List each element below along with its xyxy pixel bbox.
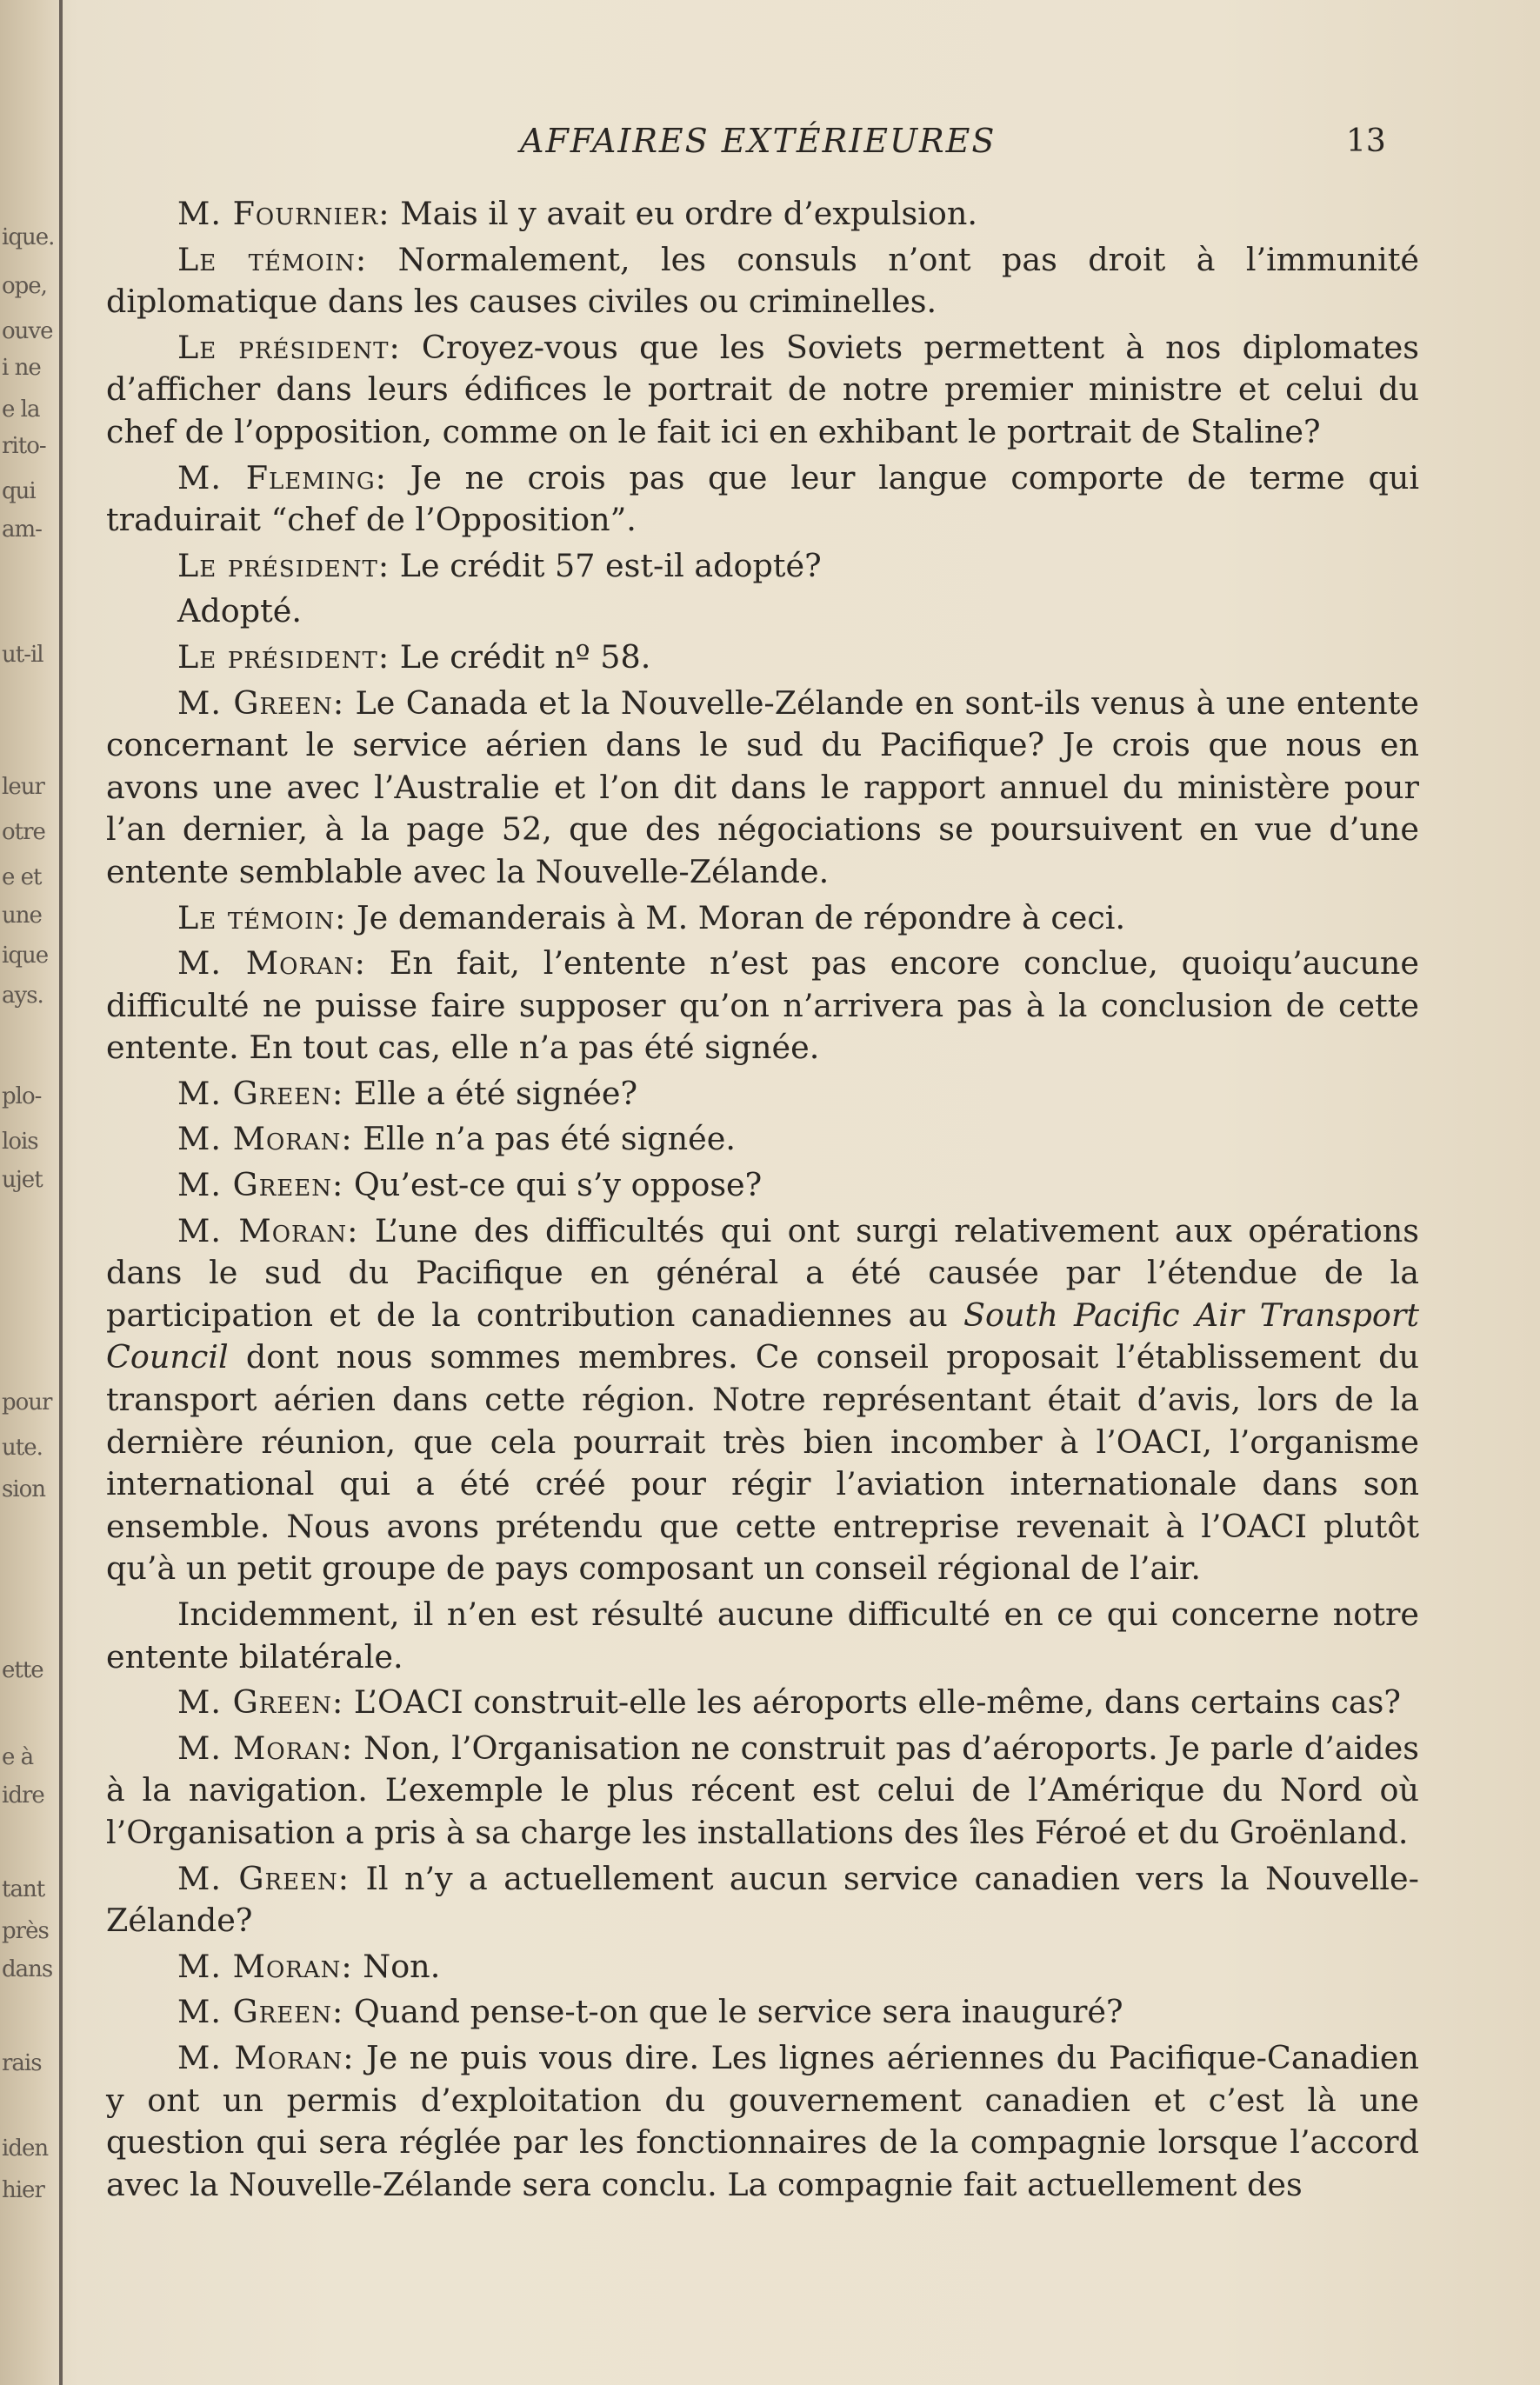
speaker-label: Le président: [177, 637, 390, 676]
paragraph-text: En fait, l’entente n’est pas encore conclue, quoiqu’aucune difficulté ne puisse faire supposer qu’on n’arrivera pas à la conclusion de cette entente. En tout cas, elle n’a pas été signée. [106, 944, 1419, 1067]
paragraph [106, 193, 1419, 236]
speaker-label: Le président: [177, 328, 401, 366]
paragraph-text: Le crédit nº 58. [390, 637, 651, 676]
paragraph-text: Mais il y avait eu ordre d’expulsion. [390, 195, 977, 232]
paragraph-text: Non, l’Organisation ne construit pas d’aéroports. Je parle d’aides à la navigation. L’exemple le plus récent est celui de l’Amérique du Nord où l’Organisation a pris à sa charge les installations des îles Féroé et du Groënland. [106, 1729, 1419, 1851]
transcript-body [106, 193, 1419, 2209]
paragraph [106, 1991, 1419, 2034]
margin-fragment: rito- [2, 433, 46, 459]
paragraph-text: Quand pense-t-on que le service sera inauguré? [343, 1993, 1123, 2031]
paragraph-text: Adopté. [177, 592, 302, 630]
paragraph [106, 1728, 1419, 1855]
margin-fragment: iden [2, 2135, 49, 2162]
paragraph [106, 1210, 1419, 1590]
speaker-label: M. Moran: [177, 2038, 355, 2076]
paragraph-text: Croyez-vous que les Soviets permettent à nos diplomates d’afficher dans leurs édifices le portrait de notre premier ministre et celui du chef de l’opposition, comme on le fait ici en exhibant le portrait de Staline? [106, 328, 1419, 450]
paragraph-text: Je ne crois pas que leur langue comporte de terme qui traduirait “chef de l’Opposition”. [106, 458, 1419, 539]
margin-fragment: e et [2, 864, 42, 890]
margin-fragment: plo- [2, 1083, 42, 1109]
running-title: AFFAIRES EXTÉRIEURES [520, 122, 997, 160]
speaker-label: M. Green: [177, 683, 345, 722]
margin-fragment: ouve [2, 318, 53, 344]
margin-fragment: ays. [2, 983, 43, 1009]
margin-fragment: sion [2, 1476, 46, 1502]
paragraph-text: Elle n’a pas été signée. [352, 1120, 736, 1158]
speaker-label: Le témoin: [177, 898, 347, 936]
margin-fragment: i ne [2, 355, 41, 381]
margin-fragment: pour [2, 1389, 52, 1416]
margin-fragment: hier [2, 2177, 44, 2203]
paragraph-text: L’une des difficultés qui ont surgi relativement aux opérations dans le sud du Pacifique en général a été causée par l’étendue de la participation et de la contribution canadiennes au [106, 1211, 1419, 1334]
speaker-label: Le témoin: [177, 240, 368, 278]
paragraph [106, 1682, 1419, 1724]
speaker-label: M. Fournier: [177, 195, 390, 232]
paragraph [106, 1594, 1419, 1678]
margin-fragment: e à [2, 1744, 34, 1770]
paragraph [106, 897, 1419, 940]
paragraph [106, 1858, 1419, 1942]
margin-fragment: ique. [2, 224, 55, 250]
paragraph-text: Le crédit 57 est-il adopté? [390, 546, 822, 584]
paragraph [106, 636, 1419, 679]
speaker-label: M. Moran: [177, 1120, 353, 1158]
speaker-label: M. Moran: [177, 944, 366, 983]
paragraph-text: Non. [352, 1947, 441, 1985]
margin-fragment: lois [2, 1129, 38, 1155]
margin-fragment: ute. [2, 1435, 43, 1461]
margin-fragment: dans [2, 1956, 53, 1982]
margin-fragment: rais [2, 2050, 42, 2076]
paragraph-text: Le Canada et la Nouvelle-Zélande en sont-ils venus à une entente concernant le service aérien dans le sud du Pacifique? Je crois que nous en avons une avec l’Australie et l’on dit dans le rapport annuel du ministère pour l’an dernier, à la page 52, que des négociations se poursuivent en vue d’une entente semblable avec la Nouvelle-Zélande. [106, 683, 1419, 890]
paragraph-text: Elle a été signée? [343, 1074, 638, 1112]
paragraph-text: Je demanderais à M. Moran de répondre à ceci. [346, 898, 1126, 936]
page-number: 13 [1346, 123, 1386, 159]
speaker-label: M. Moran: [177, 1729, 354, 1767]
paragraph [106, 457, 1419, 542]
paragraph [106, 1118, 1419, 1161]
paragraph-text-continued: dont nous sommes membres. Ce conseil proposait l’établissement du transport aérien dans cette région. Notre représentant était d’avis, lors de la dernière réunion, que cela pourrait très bien incomber à l’OACI, l’organisme international qui a été créé pour régir l’aviation internationale dans son ensemble. Nous avons prétendu que cette entreprise revenait à l’OACI plutôt qu’à un petit groupe de pays composant un conseil régional de l’air. [106, 1338, 1419, 1588]
margin-fragment: une [2, 903, 42, 929]
margin-fragment: ope, [2, 273, 47, 299]
paragraph [106, 1946, 1419, 1989]
paragraph [106, 327, 1419, 454]
margin-fragment: près [2, 1918, 49, 1944]
speaker-label: M. Green: [177, 1993, 344, 2031]
paragraph-text: Qu’est-ce qui s’y oppose? [343, 1166, 763, 1204]
margin-fragment: qui [2, 478, 36, 504]
paragraph [106, 1164, 1419, 1207]
binding-gutter [59, 0, 63, 2385]
margin-fragment: am- [2, 516, 42, 543]
paragraph-text: Incidemment, il n’en est résulté aucune difficulté en ce qui concerne notre entente bilatérale. [106, 1596, 1419, 1675]
council-name: South Pacific Air Transport Council [106, 1296, 1419, 1376]
speaker-label: M. Green: [177, 1683, 344, 1722]
margin-fragment: ut-il [2, 642, 43, 668]
margin-fragment: ujet [2, 1167, 43, 1193]
speaker-label: M. Fleming: [177, 458, 387, 496]
margin-fragment: e la [2, 396, 40, 423]
speaker-label: M. Green: [177, 1859, 350, 1897]
paragraph-text: Il n’y a actuellement aucun service canadien vers la Nouvelle-Zélande? [106, 1859, 1419, 1940]
paragraph [106, 239, 1419, 323]
margin-fragment: tant [2, 1876, 45, 1902]
page-header [0, 122, 1540, 174]
margin-fragment: idre [2, 1782, 44, 1809]
margin-fragment: leur [2, 774, 44, 800]
speaker-label: M. Green: [177, 1074, 344, 1112]
paragraph-text: Je ne puis vous dire. Les lignes aériennes du Pacifique-Canadien y ont un permis d’exploitation du gouvernement canadien et c’est là une question qui sera réglée par les fonctionnaires de la compagnie lorsque l’accord avec la Nouvelle-Zélande sera conclu. La compagnie fait actuellement des [106, 2038, 1420, 2203]
paragraph [106, 590, 1419, 633]
paragraph [106, 683, 1419, 894]
paragraph [106, 2037, 1419, 2206]
speaker-label: M. Moran: [177, 1947, 353, 1985]
margin-fragment: otre [2, 819, 45, 845]
paragraph [106, 1073, 1419, 1116]
paragraph [106, 943, 1419, 1069]
paragraph-text: L’OACI construit-elle les aéroports elle-même, dans certains cas? [343, 1683, 1401, 1722]
speaker-label: M. Moran: [177, 1211, 359, 1249]
margin-fragment: ique [2, 943, 49, 969]
paragraph [106, 545, 1419, 588]
speaker-label: M. Green: [177, 1166, 344, 1204]
paragraph-text: Normalement, les consuls n’ont pas droit à l’immunité diplomatique dans les causes civiles ou criminelles. [106, 240, 1419, 321]
margin-fragment: ette [2, 1657, 43, 1683]
speaker-label: Le président: [177, 546, 390, 584]
